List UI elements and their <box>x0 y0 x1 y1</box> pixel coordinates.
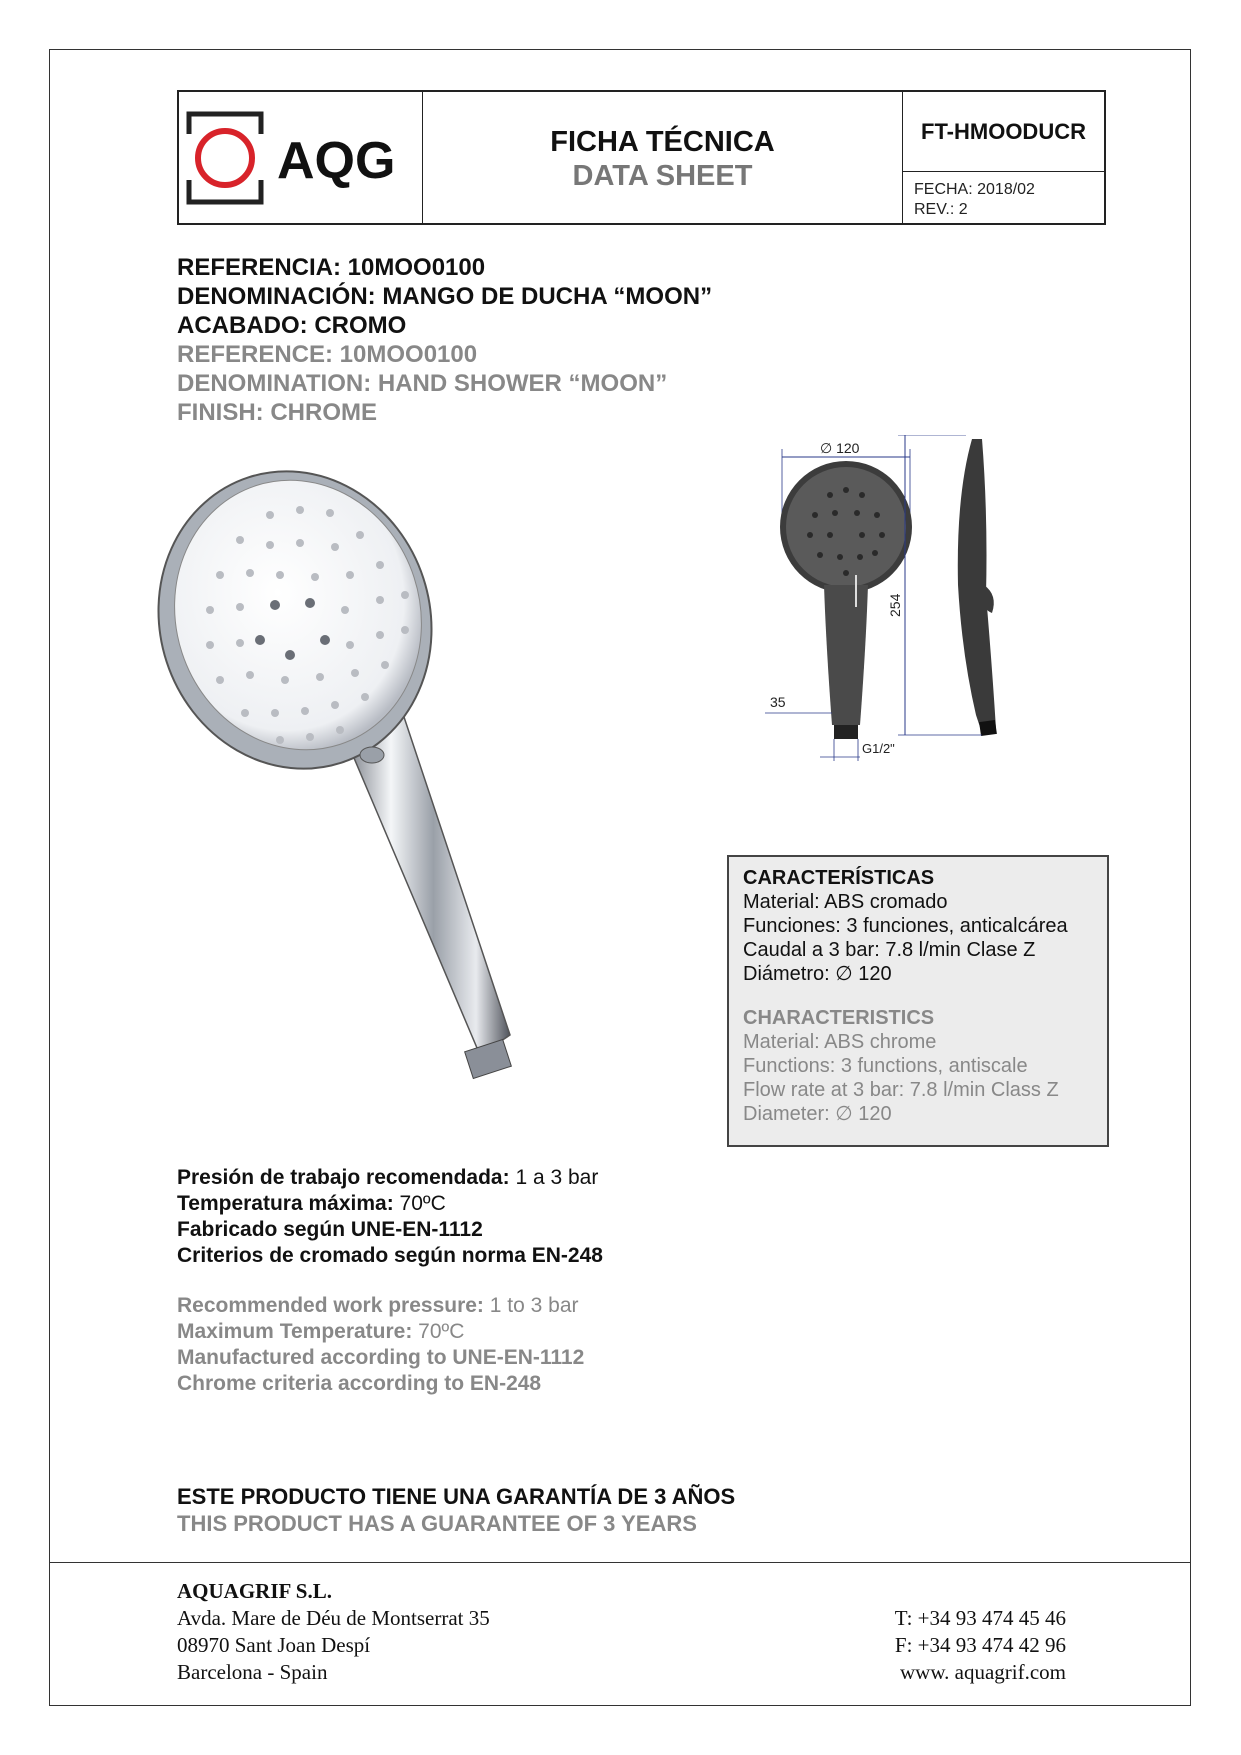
svg-text:AQG: AQG <box>277 132 396 190</box>
phone: T: +34 93 474 45 46 <box>894 1606 1066 1630</box>
product-identification <box>177 253 712 427</box>
company-address <box>177 1578 490 1686</box>
footer-divider <box>49 1562 1191 1563</box>
characteristics-box <box>727 855 1109 1147</box>
reference-es: REFERENCIA: 10MOO0100 <box>177 254 486 281</box>
spec-es-standard: Fabricado según UNE-EN-1112 <box>177 1218 483 1241</box>
spec-es-temperature: Temperatura máxima: 70ºC <box>177 1192 446 1215</box>
characteristic-es: Diámetro: ∅ 120 <box>743 963 892 985</box>
characteristic-es: Caudal a 3 bar: 7.8 l/min Clase Z <box>743 939 1036 961</box>
diameter-label: ∅ 120 <box>820 440 860 456</box>
denomination-es: DENOMINACIÓN: MANGO DE DUCHA “MOON” <box>177 283 713 310</box>
title-en: DATA SHEET <box>572 160 753 192</box>
aqg-logo-icon <box>179 92 419 223</box>
address-line: 08970 Sant Joan Despí <box>177 1633 371 1657</box>
company-contact <box>895 1605 1066 1686</box>
handle-label: 35 <box>770 694 786 710</box>
thread-label: G1/2" <box>862 741 895 756</box>
product-photo <box>150 455 570 1115</box>
title-cell <box>423 92 903 223</box>
address-line: Barcelona - Spain <box>177 1660 328 1684</box>
height-label: 254 <box>887 593 903 617</box>
finish-en: FINISH: CHROME <box>177 399 377 426</box>
guarantee-es: ESTE PRODUCTO TIENE UNA GARANTÍA DE 3 AÑOS <box>177 1484 736 1509</box>
spec-en-temperature: Maximum Temperature: 70ºC <box>177 1320 465 1343</box>
characteristic-en: Material: ABS chrome <box>743 1031 937 1053</box>
title-es: FICHA TÉCNICA <box>550 126 775 158</box>
finish-es: ACABADO: CROMO <box>177 312 407 339</box>
company-logo <box>179 92 423 223</box>
fax: F: +34 93 474 42 96 <box>894 1633 1066 1657</box>
fecha: FECHA: 2018/02 <box>914 181 1035 198</box>
document-header <box>177 90 1106 225</box>
characteristic-en: Flow rate at 3 bar: 7.8 l/min Class Z <box>743 1079 1059 1101</box>
operating-specs <box>177 1165 603 1397</box>
denomination-en: DENOMINATION: HAND SHOWER “MOON” <box>177 370 668 397</box>
revision: REV.: 2 <box>914 201 968 218</box>
guarantee-en: THIS PRODUCT HAS A GUARANTEE OF 3 YEARS <box>177 1511 697 1536</box>
technical-drawing <box>760 435 1080 775</box>
guarantee-notice <box>177 1483 735 1537</box>
characteristics-title-es: CARACTERÍSTICAS <box>743 867 935 889</box>
company-name: AQUAGRIF S.L. <box>177 1579 332 1603</box>
spec-en-pressure: Recommended work pressure: 1 to 3 bar <box>177 1294 579 1317</box>
characteristic-es: Funciones: 3 funciones, anticalcárea <box>743 915 1068 937</box>
characteristic-en: Functions: 3 functions, antiscale <box>743 1055 1028 1077</box>
characteristics-title-en: CHARACTERISTICS <box>743 1007 935 1029</box>
address-line: Avda. Mare de Déu de Montserrat 35 <box>177 1606 490 1630</box>
document-meta <box>914 180 1035 220</box>
document-code: FT-HMOODUCR <box>903 92 1104 172</box>
reference-en: REFERENCE: 10MOO0100 <box>177 341 478 368</box>
spec-en-standard: Manufactured according to UNE-EN-1112 <box>177 1346 585 1369</box>
spec-en-chrome: Chrome criteria according to EN-248 <box>177 1372 542 1395</box>
website-link[interactable]: www. aquagrif.com <box>899 1660 1066 1684</box>
spec-es-pressure: Presión de trabajo recomendada: 1 a 3 bar <box>177 1166 599 1189</box>
characteristic-es: Material: ABS cromado <box>743 891 948 913</box>
characteristic-en: Diameter: ∅ 120 <box>743 1103 892 1125</box>
spec-es-chrome: Criterios de cromado según norma EN-248 <box>177 1244 603 1267</box>
